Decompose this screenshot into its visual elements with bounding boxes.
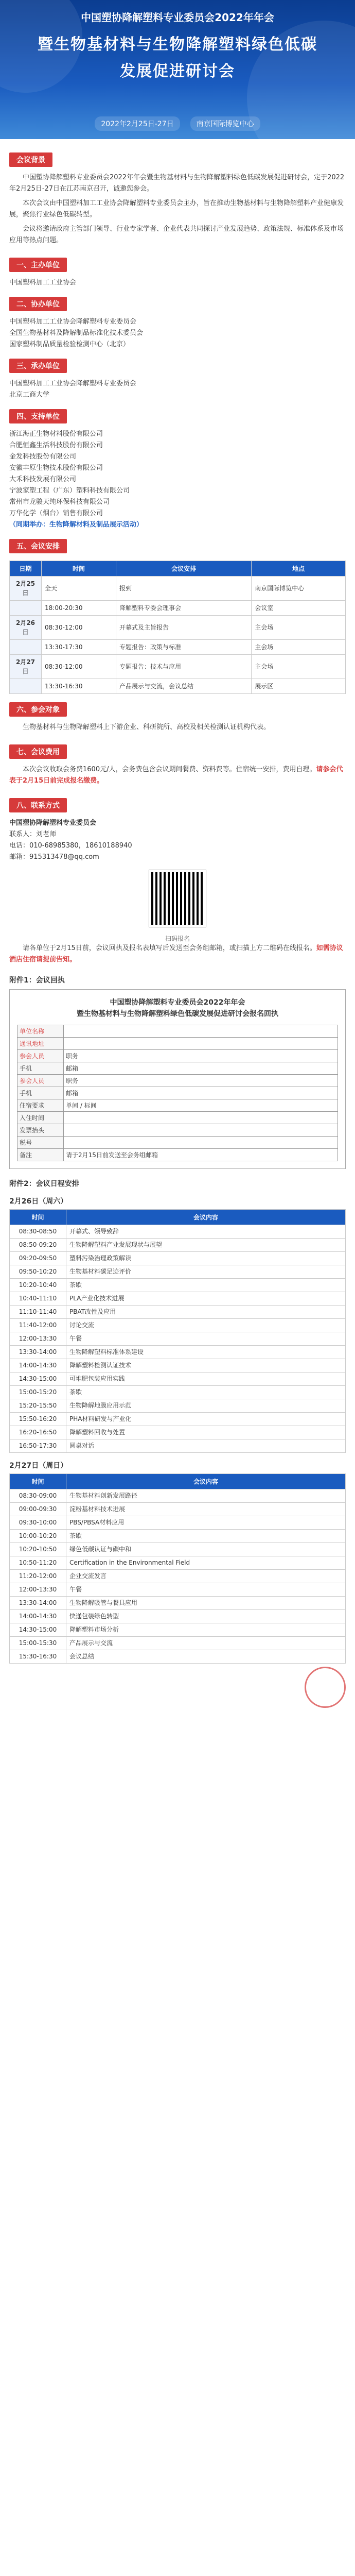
agenda-content: 生物降解地膜应用示范 [66, 1399, 346, 1413]
agenda-content: 生物降解塑料产业发展现状与展望 [66, 1239, 346, 1252]
table-row [10, 1306, 346, 1319]
table-row [10, 1583, 346, 1597]
table-row [10, 1292, 346, 1306]
banner-title-line1: 暨生物基材料与生物降解塑料绿色低碳 [38, 36, 317, 54]
list-item: 浙江海正生物材料股份有限公司 [9, 430, 103, 438]
header-banner [0, 0, 355, 139]
form-title-line2: 暨生物基材料与生物降解塑料绿色低碳发展促进研讨会报名回执 [77, 1010, 278, 1018]
table-row [10, 1279, 346, 1292]
form-row [17, 1099, 338, 1112]
agenda-content: 可堆肥包装应用实践 [66, 1372, 346, 1386]
table-cell: 主会场 [252, 616, 346, 640]
agenda-content: 塑料污染治理政策解读 [66, 1252, 346, 1265]
list-item: 金发科技股份有限公司 [9, 453, 77, 461]
section-head-co-organizer: 二、协办单位 [9, 297, 67, 311]
list-item: 北京工商大学 [9, 391, 50, 399]
banner-venue: 南京国际博览中心 [190, 116, 260, 131]
table-row [10, 679, 346, 694]
section-head-contact: 八、联系方式 [9, 798, 67, 812]
table-row [10, 1503, 346, 1516]
table-row [10, 1570, 346, 1583]
seal-stamp [305, 1667, 346, 1708]
agenda-content: Certification in the Environmental Field [66, 1556, 346, 1570]
form-label: 参会人员 [17, 1075, 64, 1087]
table-header: 会议安排 [116, 561, 252, 577]
list-item: 中国塑料加工工业协会 [9, 279, 77, 286]
table-cell: 展示区 [252, 679, 346, 694]
agenda-content: 生物基材料碳足迹评价 [66, 1265, 346, 1279]
table-cell: 2月25日 [10, 577, 42, 601]
agenda-time: 11:40-12:00 [10, 1319, 66, 1332]
contact-block [9, 818, 346, 863]
table-cell [10, 679, 42, 694]
agenda-time: 15:50-16:20 [10, 1413, 66, 1426]
table-row [10, 1426, 346, 1439]
banner-date: 2022年2月25日-27日 [95, 116, 180, 131]
organizer-list [9, 277, 346, 289]
table-row [10, 1225, 346, 1239]
agenda-time: 15:30-16:30 [10, 1650, 66, 1664]
agenda-content: 生物降解吸管与餐具应用 [66, 1597, 346, 1610]
list-item: 大禾科技发展有限公司 [9, 476, 77, 483]
qr-section [9, 870, 346, 943]
table-cell: 18:00-20:30 [42, 601, 116, 616]
agenda-time: 10:20-10:40 [10, 1279, 66, 1292]
agenda-time: 16:20-16:50 [10, 1426, 66, 1439]
table-header: 地点 [252, 561, 346, 577]
agenda-content: PHA材料研发与产业化 [66, 1413, 346, 1426]
agenda-content: 讨论交流 [66, 1319, 346, 1332]
table-cell: 降解塑料专委会理事会 [116, 601, 252, 616]
agenda-content: 生物降解塑料标准体系建设 [66, 1346, 346, 1359]
undertaker-list [9, 378, 346, 401]
table-row [10, 1610, 346, 1623]
fee-text [9, 764, 346, 787]
form-value[interactable] [64, 1038, 338, 1050]
agenda-time: 13:30-14:00 [10, 1346, 66, 1359]
agenda-content: 开幕式、领导致辞 [66, 1225, 346, 1239]
agenda-time: 08:30-08:50 [10, 1225, 66, 1239]
form-row [17, 1025, 338, 1038]
form-row [17, 1087, 338, 1099]
table-cell: 报到 [116, 577, 252, 601]
supporter-list [9, 429, 346, 531]
table-cell: 专题报告：技术与应用 [116, 655, 252, 679]
table-row [10, 655, 346, 679]
form-value[interactable]: 邮箱 [64, 1062, 338, 1075]
table-header: 会议内容 [66, 1210, 346, 1225]
table-cell [10, 601, 42, 616]
agenda-content: 茶歇 [66, 1386, 346, 1399]
form-row [17, 1112, 338, 1124]
agenda-content: 茶歇 [66, 1279, 346, 1292]
agenda-time: 09:00-09:30 [10, 1503, 66, 1516]
registration-form [9, 989, 346, 1169]
form-row [17, 1137, 338, 1149]
list-item: 中国塑料加工工业协会降解塑料专业委员会 [9, 318, 137, 326]
table-row [10, 1530, 346, 1543]
form-label: 备注 [17, 1149, 64, 1161]
agenda-time: 12:00-13:30 [10, 1332, 66, 1346]
list-item: 全国生物基材料及降解制品标准化技术委员会 [9, 329, 144, 337]
agenda-content: 茶歇 [66, 1530, 346, 1543]
agenda-content: 降解塑料市场分析 [66, 1623, 346, 1637]
form-title-line1: 中国塑协降解塑料专业委员会2022年年会 [110, 998, 245, 1007]
table-cell: 主会场 [252, 655, 346, 679]
agenda-content: 企业交流发言 [66, 1570, 346, 1583]
agenda-content: 圆桌对话 [66, 1439, 346, 1453]
list-item: 常州市龙骏天纯环保科技有限公司 [9, 498, 110, 506]
table-row [10, 1597, 346, 1610]
form-row [17, 1149, 338, 1161]
table-row [10, 601, 346, 616]
table-row [10, 1516, 346, 1530]
form-value[interactable] [64, 1137, 338, 1149]
section-head-participants: 六、参会对象 [9, 702, 67, 717]
agenda-time: 10:00-10:20 [10, 1530, 66, 1543]
agenda-day2-tag: 2月27日（周日） [9, 1462, 68, 1470]
form-row [17, 1124, 338, 1137]
enroll-highlight: 如需协议酒店住宿请提前告知。 [9, 944, 343, 963]
qr-caption: 扫码报名 [165, 935, 190, 942]
table-row [10, 1265, 346, 1279]
table-cell: 13:30-17:30 [42, 640, 116, 655]
form-table [17, 1025, 338, 1161]
agenda-time: 11:20-12:00 [10, 1570, 66, 1583]
agenda-content: 降解塑料检测认证技术 [66, 1359, 346, 1372]
table-row [10, 1359, 346, 1372]
agenda-content: 生物基材料创新发展路径 [66, 1489, 346, 1503]
table-row [10, 1556, 346, 1570]
section-head-fee: 七、会议费用 [9, 744, 67, 759]
table-row [10, 1239, 346, 1252]
banner-meta [0, 116, 355, 131]
table-row [10, 1319, 346, 1332]
fee-highlight: 请参会代表于2月15日前完成报名缴费。 [9, 766, 343, 785]
agenda-time: 09:50-10:20 [10, 1265, 66, 1279]
agenda-time: 14:00-14:30 [10, 1610, 66, 1623]
agenda-content: PLA产业化技术进展 [66, 1292, 346, 1306]
table-header: 时间 [10, 1474, 66, 1489]
agenda-time: 14:00-14:30 [10, 1359, 66, 1372]
agenda-content: 产品展示与交流 [66, 1637, 346, 1650]
table-row [10, 1637, 346, 1650]
table-row [10, 616, 346, 640]
table-row [10, 640, 346, 655]
agenda-time: 09:30-10:00 [10, 1516, 66, 1530]
agenda-content: 降解塑料回收与处置 [66, 1426, 346, 1439]
agenda-time: 15:00-15:20 [10, 1386, 66, 1399]
table-header: 日期 [10, 561, 42, 577]
list-item: 中国塑料加工工业协会降解塑料专业委员会 [9, 380, 137, 387]
section-head-schedule: 五、会议安排 [9, 539, 67, 553]
form-row [17, 1050, 338, 1062]
section-head-support: 四、支持单位 [9, 409, 67, 423]
agenda-time: 14:30-15:00 [10, 1372, 66, 1386]
agenda-day1-tag: 2月26日（周六） [9, 1197, 68, 1206]
table-cell: 专题报告：政策与标准 [116, 640, 252, 655]
form-label: 住宿要求 [17, 1099, 64, 1112]
agenda-time: 10:40-11:10 [10, 1292, 66, 1306]
enroll-body: 请各单位于2月15日前，会议回执及报名表填写后发送至会务组邮箱，或扫描上方二维码在线报名。 [23, 944, 316, 952]
table-row [10, 1386, 346, 1399]
agenda-table-day2 [9, 1473, 346, 1664]
agenda-time: 16:50-17:30 [10, 1439, 66, 1453]
agenda-time: 09:20-09:50 [10, 1252, 66, 1265]
agenda-time: 12:00-13:30 [10, 1583, 66, 1597]
participants-text: 生物基材料与生物降解塑料上下游企业、科研院所、高校及相关检测认证机构代表。 [23, 723, 271, 731]
banner-org: 中国塑协降解塑料专业委员会2022年年会 [81, 11, 274, 24]
table-cell: 08:30-12:00 [42, 616, 116, 640]
table-row [10, 1399, 346, 1413]
agenda-content: PBS/PBSA材料应用 [66, 1516, 346, 1530]
agenda-content: 快递包装绿色转型 [66, 1610, 346, 1623]
support-note: （同期举办：生物降解材料及制品展示活动） [9, 521, 144, 529]
table-header: 时间 [42, 561, 116, 577]
annex1-label: 附件1：会议回执 [9, 976, 65, 985]
schedule-table [9, 561, 346, 694]
co-organizer-list [9, 316, 346, 350]
qr-code-image[interactable] [149, 870, 206, 927]
table-cell: 全天 [42, 577, 116, 601]
table-cell: 南京国际博览中心 [252, 577, 346, 601]
form-label: 手机 [17, 1087, 64, 1099]
section-head-organizer: 一、主办单位 [9, 258, 67, 272]
form-value[interactable]: 职务 [64, 1075, 338, 1087]
content [0, 139, 355, 1713]
table-cell [10, 640, 42, 655]
agenda-time: 10:20-10:50 [10, 1543, 66, 1556]
list-item: 安徽丰原生物技术股份有限公司 [9, 464, 103, 472]
form-label: 手机 [17, 1062, 64, 1075]
list-item: 国家塑料制品质量检验检测中心（北京） [9, 341, 130, 348]
enroll-text [9, 943, 346, 965]
form-value[interactable]: 请于2月15日前发送至会务组邮箱 [64, 1149, 338, 1161]
table-header: 时间 [10, 1210, 66, 1225]
contact-email[interactable]: 邮箱：915313478@qq.com [9, 853, 99, 861]
form-label: 参会人员 [17, 1050, 64, 1062]
table-cell: 08:30-12:00 [42, 655, 116, 679]
agenda-table-day1 [9, 1209, 346, 1453]
form-value[interactable] [64, 1112, 338, 1124]
form-value[interactable] [64, 1025, 338, 1038]
section-head-intro: 会议背景 [9, 152, 52, 167]
table-row [10, 1413, 346, 1426]
form-row [17, 1038, 338, 1050]
table-cell: 开幕式及主旨报告 [116, 616, 252, 640]
table-cell: 2月27日 [10, 655, 42, 679]
list-item: 万华化学（烟台）销售有限公司 [9, 510, 103, 517]
table-header: 会议内容 [66, 1474, 346, 1489]
contact-phone[interactable]: 电话：010-68985380，18610188940 [9, 842, 132, 850]
table-row [10, 1332, 346, 1346]
form-value[interactable]: 单间 / 标间 [64, 1099, 338, 1112]
form-label: 通讯地址 [17, 1038, 64, 1050]
contact-person: 联系人：刘老师 [9, 831, 57, 838]
contact-org: 中国塑协降解塑料专业委员会 [9, 819, 97, 827]
table-row [10, 1346, 346, 1359]
table-cell: 主会场 [252, 640, 346, 655]
table-row [10, 1372, 346, 1386]
intro-paragraph: 会议将邀请政府主管部门领导、行业专家学者、企业代表共同探讨产业发展趋势、政策法规、标准体系及市场应用等热点问题。 [9, 225, 344, 244]
table-cell: 13:30-16:30 [42, 679, 116, 694]
list-item: 合肥恒鑫生活科技股份有限公司 [9, 442, 103, 449]
annex2-label: 附件2：会议日程安排 [9, 1180, 79, 1188]
table-cell: 产品展示与交流，会议总结 [116, 679, 252, 694]
agenda-time: 15:20-15:50 [10, 1399, 66, 1413]
table-row [10, 1489, 346, 1503]
agenda-time: 15:00-15:30 [10, 1637, 66, 1650]
form-label: 入住时间 [17, 1112, 64, 1124]
agenda-time: 14:30-15:00 [10, 1623, 66, 1637]
form-value[interactable] [64, 1124, 338, 1137]
table-row [10, 1439, 346, 1453]
table-cell: 2月26日 [10, 616, 42, 640]
agenda-content: 绿色低碳认证与碳中和 [66, 1543, 346, 1556]
form-row [17, 1062, 338, 1075]
table-row [10, 1650, 346, 1664]
form-label: 单位名称 [17, 1025, 64, 1038]
table-row [10, 1623, 346, 1637]
agenda-content: PBAT改性及应用 [66, 1306, 346, 1319]
agenda-time: 13:30-14:00 [10, 1597, 66, 1610]
agenda-time: 10:50-11:20 [10, 1556, 66, 1570]
agenda-time: 08:50-09:20 [10, 1239, 66, 1252]
agenda-content: 淀粉基材料技术进展 [66, 1503, 346, 1516]
agenda-content: 会议总结 [66, 1650, 346, 1664]
form-label: 发票抬头 [17, 1124, 64, 1137]
intro-paragraph: 中国塑协降解塑料专业委员会2022年年会暨生物基材料与生物降解塑料绿色低碳发展促进研讨会，定于2022年2月25日-27日在江苏南京召开，诚邀您参会。 [9, 174, 345, 193]
form-value[interactable]: 职务 [64, 1050, 338, 1062]
agenda-time: 08:30-09:00 [10, 1489, 66, 1503]
form-row [17, 1075, 338, 1087]
fee-body: 本次会议收取会务费1600元/人，会务费包含会议期间餐费、资料费等。住宿统一安排，费用自理。 [23, 766, 316, 773]
form-value[interactable]: 邮箱 [64, 1087, 338, 1099]
table-row [10, 577, 346, 601]
agenda-time: 11:10-11:40 [10, 1306, 66, 1319]
table-cell: 会议室 [252, 601, 346, 616]
banner-title-line2: 发展促进研讨会 [120, 62, 235, 80]
agenda-content: 午餐 [66, 1583, 346, 1597]
table-row [10, 1252, 346, 1265]
list-item: 宁波家塑工程（广东）塑料科技有限公司 [9, 487, 130, 495]
form-label: 税号 [17, 1137, 64, 1149]
agenda-content: 午餐 [66, 1332, 346, 1346]
section-head-undertaker: 三、承办单位 [9, 359, 67, 373]
intro-paragraph: 本次会议由中国塑料加工工业协会降解塑料专业委员会主办，旨在推动生物基材料与生物降解塑料产业健康发展，聚焦行业绿色低碳转型。 [9, 199, 344, 218]
table-row [10, 1543, 346, 1556]
